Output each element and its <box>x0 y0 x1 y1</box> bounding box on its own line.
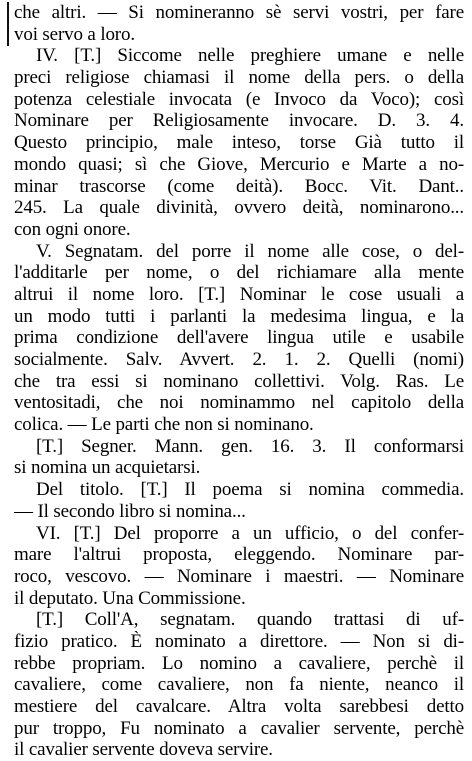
text-line: [T.] Segner. Mann. gen. 16. 3. Il conformarsi <box>36 435 464 457</box>
text-line: mestiere del cavalcare. Altra volta sarebbesi detto <box>14 696 464 717</box>
text-line: fizio pratico. È nominato a direttore. — Non si di- <box>14 630 464 652</box>
margin-rule <box>7 2 9 46</box>
text-line: mare l'altrui proposta, eleggendo. Nominare par- <box>14 544 464 566</box>
text-block <box>14 2 464 761</box>
text-line: altrui il nome loro. [T.] Nominar le cose usuali a <box>14 283 464 305</box>
text-line: socialmente. Salv. Avvert. 2. 1. 2. Quelli (nomi) <box>14 349 464 370</box>
text-line: [T.] Coll'A, segnatam. quando trattasi di uf- <box>36 609 464 631</box>
text-line: un modo tutti i parlanti la medesima lingua, e la <box>14 305 464 327</box>
text-line: che altri. — Si nomineranno sè servi vostri, per fare <box>14 2 464 23</box>
text-line: — Il secondo libro si nomina... <box>14 500 246 522</box>
text-line: che tra essi si nominano collettivi. Volg. Ras. Le <box>14 370 464 392</box>
text-line: V. Segnatam. del porre il nome alle cose, o del- <box>36 240 464 262</box>
text-line: il deputato. Una Commissione. <box>14 587 246 609</box>
text-line: voi servo a loro. <box>14 23 135 45</box>
text-line: potenza celestiale invocata (e Invoco da Voco); così <box>14 88 464 110</box>
text-line: preci religiose chiamasi il nome della pers. o della <box>14 67 464 89</box>
text-line: VI. [T.] Del proporre a un ufficio, o del confer- <box>36 522 464 544</box>
text-line: colica. — Le parti che non si nominano. <box>14 414 314 436</box>
text-line: roco, vescovo. — Nominare i maestri. — Nominare <box>14 565 464 587</box>
text-line: Nominare per Religiosamente invocare. D. 3. 4. <box>14 110 464 132</box>
text-line: con ogni onore. <box>14 218 131 240</box>
text-line: 245. La quale divinità, ovvero deità, nominarono... <box>14 197 464 219</box>
text-line: prima condizione dell'avere lingua utile e usabile <box>14 327 464 349</box>
text-line: Del titolo. [T.] Il poema si nomina commedia. <box>36 479 464 501</box>
text-line: il cavalier servente doveva servire. <box>14 739 273 761</box>
text-line: Questo principio, male inteso, torse Già tutto il <box>14 132 464 154</box>
text-line: l'additarle per nome, o del richiamare alla mente <box>14 262 464 284</box>
text-line: cavaliere, come cavaliere, non fa niente, neanco il <box>14 674 464 696</box>
text-line: pur troppo, Fu nominato a cavalier servente, perchè <box>14 717 464 739</box>
text-line: ventositadi, che noi nominammo nel capitolo della <box>14 392 464 414</box>
text-line: si nomina un acquietarsi. <box>14 457 201 479</box>
text-line: minar trascorse (come deità). Bocc. Vit. Dant.. <box>14 175 464 197</box>
text-line: rebbe propriam. Lo nomino a cavaliere, perchè il <box>14 652 464 674</box>
text-line: mondo quasi; sì che Giove, Mercurio e Marte a no- <box>14 153 464 175</box>
text-line: IV. [T.] Siccome nelle preghiere umane e nelle <box>36 45 464 67</box>
